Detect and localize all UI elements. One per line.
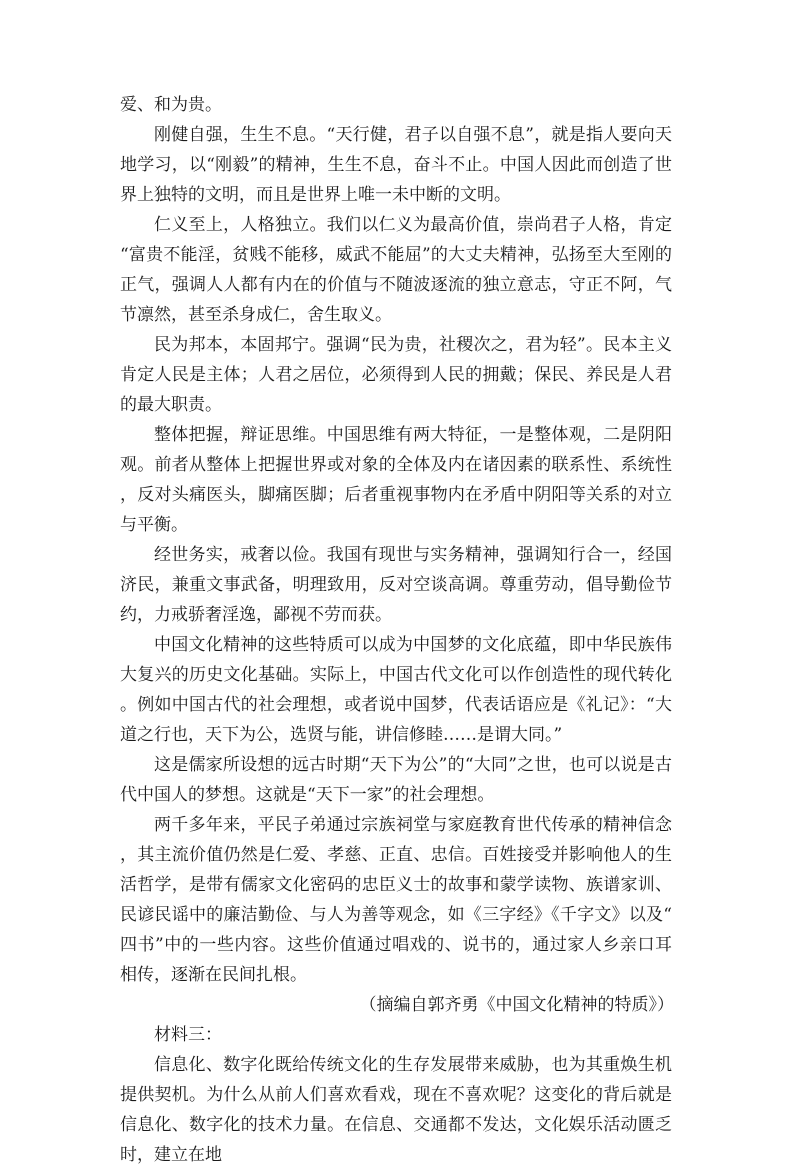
paragraph-continuation: 爱、和为贵。	[120, 95, 222, 115]
paragraph-great-harmony: 这是儒家所设想的远古时期“天下为公”的“大同”之世，也可以说是古代中国人的梦想。这就是“天下一家”的社会理想。	[120, 755, 672, 805]
paragraph-holistic-thinking: 整体把握，辩证思维。中国思维有两大特征，一是整体观，二是阴阳观。前者从整体上把握世界或对象的全体及内在诸因素的联系性、系统性，反对头痛医头，脚痛医脚；后者重视事物内在矛盾中阴阳等关系的对立与平衡。	[120, 425, 672, 535]
material-label: 材料三：	[154, 1025, 222, 1045]
paragraph-folk-values: 两千多年来，平民子弟通过宗族祠堂与家庭教育世代传承的精神信念，其主流价值仍然是仁爱、孝慈、正直、忠信。百姓接受并影响他人的生活哲学，是带有儒家文化密码的忠臣义士的故事和蒙学读物、族谱家训、民谚民谣中的廉洁勤俭、与人为善等观念，如《三字经》《千字文》以及“四书”中的一些内容。这些价值通过唱戏的、说书的，通过家人乡亲口耳相传，逐渐在民间扎根。	[120, 815, 672, 985]
paragraph-chinese-dream: 中国文化精神的这些特质可以成为中国梦的文化底蕴，即中华民族伟大复兴的历史文化基础。实际上，中国古代文化可以作创造性的现代转化。例如中国古代的社会理想，或者说中国梦，代表话语应是《礼记》：“大道之行也，天下为公，选贤与能，讲信修睦……是谓大同。”	[120, 635, 672, 745]
paragraph-people-based: 民为邦本，本固邦宁。强调“民为贵，社稷次之，君为轻”。民本主义肯定人民是主体；人君之居位，必须得到人民的拥戴；保民、养民是人君的最大职责。	[120, 335, 672, 415]
document-page	[120, 90, 672, 1170]
paragraph-pragmatism: 经世务实，戒奢以俭。我国有现世与实务精神，强调知行合一，经国济民，兼重文事武备，明理致用，反对空谈高调。尊重劳动，倡导勤俭节约，力戒骄奢淫逸，鄙视不劳而获。	[120, 545, 672, 625]
paragraph-digitalization: 信息化、数字化既给传统文化的生存发展带来威胁，也为其重焕生机提供契机。为什么从前人们喜欢看戏，现在不喜欢呢？这变化的背后就是信息化、数字化的技术力量。在信息、交通都不发达，文化娱乐活动匮乏时，建立在地	[120, 1055, 672, 1165]
source-citation: （摘编自郭齐勇《中国文化精神的特质》）	[359, 995, 674, 1015]
paragraph-self-strengthening: 刚健自强，生生不息。“天行健，君子以自强不息”，就是指人要向天地学习，以“刚毅”的精神，生生不息，奋斗不止。中国人因此而创造了世界上独特的文明，而且是世界上唯一未中断的文明。	[120, 125, 672, 205]
paragraph-benevolence: 仁义至上，人格独立。我们以仁义为最高价值，崇尚君子人格，肯定“富贵不能淫，贫贱不能移，威武不能屈”的大丈夫精神，弘扬至大至刚的正气，强调人人都有内在的价值与不随波逐流的独立意志，守正不阿，气节凛然，甚至杀身成仁，舍生取义。	[120, 215, 672, 325]
